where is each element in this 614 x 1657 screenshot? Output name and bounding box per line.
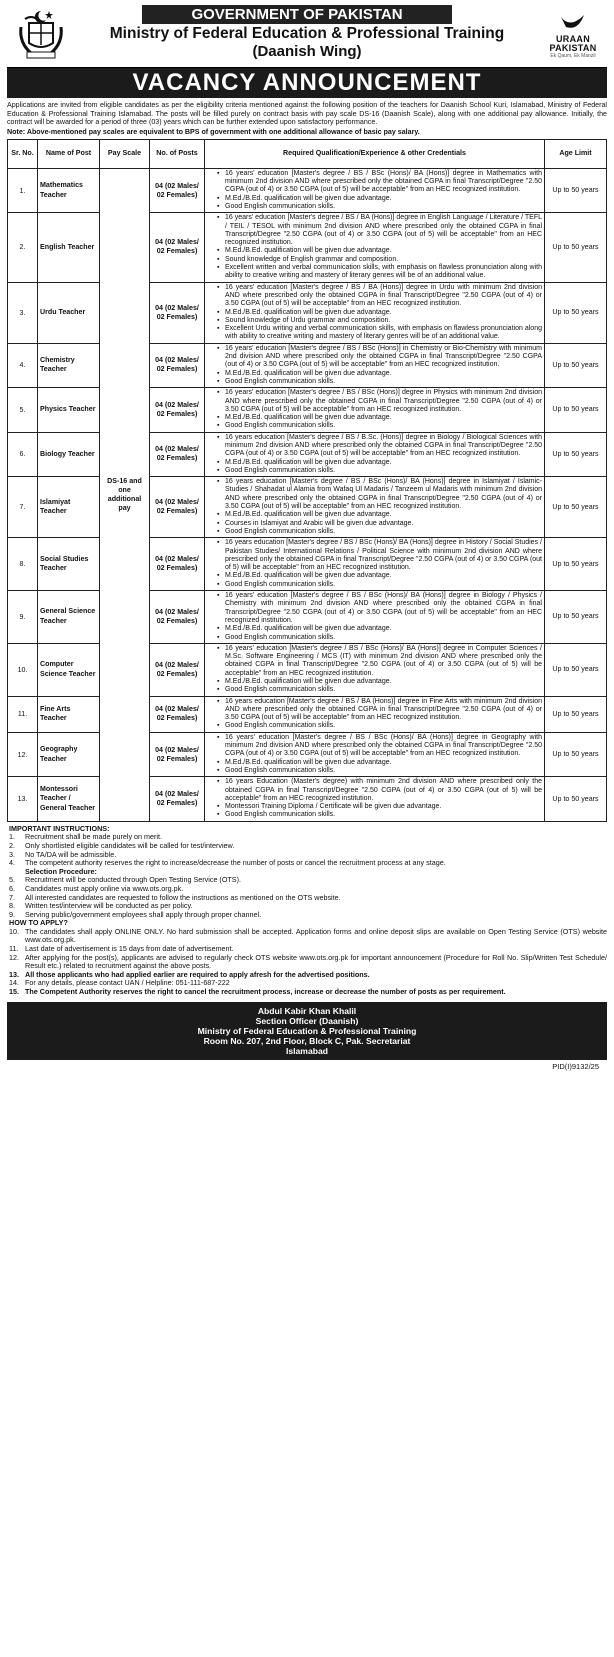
row-posts-count: 04 (02 Males/ 02 Females) — [150, 732, 205, 776]
header-age: Age Limit — [545, 139, 607, 168]
qualification-item: ▪ M.Ed./B.Ed. qualification will be given due advantage. — [217, 625, 542, 633]
table-row — [8, 477, 607, 538]
instruction-text: The competent authority reserves the right to increase/decrease the number of posts or cancel the recruitment process at any stage. — [25, 858, 446, 868]
row-sr-no: 7. — [8, 477, 38, 538]
instruction-number: 1. — [9, 832, 15, 842]
vacancy-table — [7, 139, 607, 822]
instruction-number: 14. — [9, 978, 19, 988]
uraan-pakistan-logo — [545, 13, 601, 63]
instruction-text: Written test/interview will be conducted as per policy. — [25, 901, 193, 911]
row-posts-count: 04 (02 Males/ 02 Females) — [150, 168, 205, 212]
instruction-text: All interested candidates are requested to follow the instructions as mentioned on the OTS website. — [25, 892, 341, 902]
qualification-item: ▪ 16 years' education [Master's degree / BS / BSc (Hons)/ BA (Hons)] degree in Biology / Physics / Chemistry with minimum 2nd division AND where prescribed only the obtained CGPA in final Transcript/Degree "2.50 CGPA (out of 4) or 3.50 CGPA (out of 5) will be acceptable" from an HEC recognized institution. — [217, 592, 542, 625]
qualification-item: ▪ 16 years' education [Master's degree / BS / BSc (Hons)/ BA (Hons)] degree in Geography with minimum 2nd division AND where prescribed only the obtained CGPA in final Transcript/Degree "2.50 CGPA (out of 4) or 3.50 CGPA (out of 5) will be acceptable" from an HEC recognized institution. — [217, 734, 542, 759]
row-age-limit: Up to 50 years — [545, 343, 607, 387]
row-qualification — [205, 696, 545, 732]
table-row — [8, 591, 607, 644]
row-sr-no: 11. — [8, 696, 38, 732]
instruction-text: Only shortlisted eligible candidates will be called for test/interview. — [25, 840, 235, 850]
qualification-item: ▪ Sound knowledge of Urdu grammar and composition. — [217, 317, 542, 325]
table-row — [8, 643, 607, 696]
signatory-city: Islamabad — [285, 1046, 329, 1057]
qualification-item: ▪ Good English communication skills. — [217, 767, 542, 775]
row-age-limit: Up to 50 years — [545, 696, 607, 732]
row-post-name: Urdu Teacher — [38, 282, 100, 343]
qualification-item: ▪ 16 years' education [Master's degree / BS / BSc (Hons)] degree in Physics with minimum 2nd division AND where prescribed only the obtained CGPA in final Transcript/Degree "2.50 CGPA (out of 4) or 3.50 CGPA (out of 5) will be acceptable" from an HEC recognized institution. — [217, 389, 542, 414]
row-qualification — [205, 213, 545, 282]
row-sr-no: 3. — [8, 282, 38, 343]
qualification-item: ▪ M.Ed./B.Ed. qualification will be given due advantage. — [217, 195, 542, 203]
row-age-limit: Up to 50 years — [545, 477, 607, 538]
row-qualification — [205, 591, 545, 644]
instruction-number: 15. — [9, 987, 19, 997]
table-row — [8, 732, 607, 776]
row-post-name: Physics Teacher — [38, 388, 100, 432]
vacancy-table-body — [8, 168, 607, 821]
instruction-number: 13. — [9, 969, 19, 979]
instruction-text: No TA/DA will be admissible. — [25, 849, 117, 859]
table-row — [8, 432, 607, 476]
qualification-item: ▪ Montessori Training Diploma / Certificate will be given due advantage. — [217, 803, 542, 811]
row-qualification — [205, 777, 545, 821]
qualification-item: ▪ M.Ed./B.Ed. qualification will be given due advantage. — [217, 511, 542, 519]
row-sr-no: 8. — [8, 538, 38, 591]
qualification-item: ▪ 16 years' education [Master's degree / BS / BSc (Hons)] in Chemistry or Bio-Chemistry with minimum 2nd division AND where prescribed only the obtained CGPA in final Transcript/Degree "2.50 CGPA (out of 4) or 3.50 CGPA (out of 5) will be acceptable" from an HEC recognized institution. — [217, 345, 542, 370]
qualification-item: ▪ 16 years Education (Master's degree) with minimum 2nd division AND where prescribed only the obtained CGPA in final Transcript/Degree "2.50 CGPA (out of 4) or 3.50 CGPA (out of 5) will be acceptable" from an HEC recognized institution. — [217, 778, 542, 803]
instruction-item — [7, 988, 607, 997]
qualification-item: ▪ M.Ed./B.Ed. qualification will be given due advantage. — [217, 759, 542, 767]
uraan-logo-tagline: Ek Qaum, Ek Manzil — [550, 53, 596, 59]
row-posts-count: 04 (02 Males/ 02 Females) — [150, 477, 205, 538]
how-to-apply-heading: HOW TO APPLY? — [9, 918, 68, 928]
row-post-name: General Science Teacher — [38, 591, 100, 644]
row-age-limit: Up to 50 years — [545, 432, 607, 476]
qualification-item: ▪ 16 years education [Master's degree / BS / B.Sc. (Hons)] degree in Biology / Biological Sciences with minimum 2nd division AND where prescribed only the obtained CGPA in final Transcript/Degree "2.50 CGPA (out of 4) or 3.50 CGPA (out of 5) will be acceptable" from an HEC recognized institution. — [217, 434, 542, 459]
qualification-item: ▪ M.Ed./B.Ed. qualification will be given due advantage. — [217, 459, 542, 467]
instruction-number: 7. — [9, 892, 15, 902]
instruction-item — [7, 911, 607, 920]
instruction-number: 11. — [9, 944, 19, 954]
instruction-text: The candidates shall apply ONLINE ONLY. No hard submission shall be accepted. Application forms and online deposit slips are available on Open Testing Service (OTS) website www.ots.org.pk. — [25, 926, 607, 945]
instruction-text: Recruitment shall be made purely on merit. — [25, 832, 163, 842]
instruction-number: 3. — [9, 849, 15, 859]
qualification-item: ▪ Excellent written and verbal communication skills, with emphasis on flawless pronunciation along with ability to creative writing and mastery of literary genres will be of an additional value. — [217, 264, 542, 281]
row-age-limit: Up to 50 years — [545, 213, 607, 282]
qualification-item: ▪ 16 years education [Master's degree / BS / BSc (Hons)/ BA (Hons)] degree in Islamiyat / Islamic- Studies / Shahadat ul Alamia from Wafaq Ul Madaris / Tanzeem ul Madaris with minimum 2nd division AND where prescribed only the obtained CGPA in final Transcript/Degree "2.50 CGPA (out of 4) or 3.50 CGPA (out of 5) will be acceptable" from an HEC recognized institution. — [217, 478, 542, 511]
instruction-text: Serving public/government employees shall apply through proper channel. — [25, 909, 262, 919]
header-qualification: Required Qualification/Experience & other Credentials — [205, 139, 545, 168]
row-age-limit: Up to 50 years — [545, 591, 607, 644]
qualification-item: ▪ 16 years' education [Master's degree / BS / BSc (Hons)/ BA (Hons)] degree in Computer Sciences / M.Sc. Software Engineering / MCS (IT) with minimum 2nd division AND where prescribed only the obtained CGPA in final Transcript/Degree "2.50 CGPA (out of 4) or 3.50 CGPA (out of 5) will be acceptable" from an HEC recognized institution. — [217, 645, 542, 678]
instruction-number: 2. — [9, 840, 15, 850]
instruction-item — [7, 954, 607, 971]
row-post-name: Fine Arts Teacher — [38, 696, 100, 732]
signature-block — [7, 1002, 607, 1060]
qualification-item: ▪ 16 years' education [Master's degree / BS / BSc (Hons)/ BA (Hons)] degree in Mathematics with minimum 2nd division AND where prescribed only the obtained CGPA in final Transcript/Degree "2.50 CGPA (out of 4) or 3.50 CGPA (out of 5) will be acceptable" from an HEC recognized institution. — [217, 170, 542, 195]
row-post-name: Computer Science Teacher — [38, 643, 100, 696]
signatory-designation: Section Officer (Daanish) — [255, 1015, 359, 1026]
pay-scale-note: Note: Above-mentioned pay scales are equivalent to BPS of government with one additional allowance of basic pay salary. — [7, 127, 420, 136]
row-posts-count: 04 (02 Males/ 02 Females) — [150, 591, 205, 644]
qualification-item: ▪ Courses in Islamiyat and Arabic will be given due advantage. — [217, 520, 542, 528]
intro-paragraph: Applications are invited from eligible candidates as per the eligibility criteria mentioned against the following position of the teachers for Daanish School Kuri, Islamabad, Ministry of Federal Education & Professional Training Islamabad. The posts will be filled purely on contract basis with pay scale DS-16 (Daanish Scale), along with one additional pay allowance. Initially, the contract will be awarded for a period of three (03) years which can be further extended upon satisfactory performance. — [7, 101, 607, 127]
vacancy-advertisement — [7, 0, 607, 1071]
row-posts-count: 04 (02 Males/ 02 Females) — [150, 432, 205, 476]
qualification-item: ▪ Good English communication skills. — [217, 528, 542, 536]
pid-number: PID(I)9132/25 — [552, 1061, 599, 1071]
signatory-address: Room No. 207, 2nd Floor, Block C, Pak. Secretariat — [203, 1036, 411, 1047]
instruction-item — [7, 859, 607, 868]
uraan-logo-text: URAAN PAKISTAN — [549, 34, 597, 53]
ministry-title: Ministry of Federal Education & Professional Training — [109, 25, 505, 42]
table-header-row — [8, 139, 607, 168]
qualification-item: ▪ M.Ed./B.Ed. qualification will be given due advantage. — [217, 678, 542, 686]
qualification-item: ▪ Good English communication skills. — [217, 467, 542, 475]
row-qualification — [205, 388, 545, 432]
table-row — [8, 168, 607, 212]
government-emblem-icon — [17, 7, 65, 61]
instruction-text: Candidates must apply online via www.ots.org.pk. — [25, 883, 184, 893]
row-sr-no: 6. — [8, 432, 38, 476]
header-post: Name of Post — [38, 139, 100, 168]
qualification-item: ▪ M.Ed./B.Ed. qualification will be given due advantage. — [217, 247, 542, 255]
qualification-item: ▪ 16 years' education [Master's degree / BS / BA (Hons)] degree in Urdu with minimum 2nd division AND where prescribed only the obtained CGPA in final Transcript/Degree "2.50 CGPA (out of 4) or 3.50 CGPA (out of 5) will be acceptable" from an HEC recognized institution. — [217, 284, 542, 309]
row-posts-count: 04 (02 Males/ 02 Females) — [150, 643, 205, 696]
table-row — [8, 343, 607, 387]
instruction-number: 6. — [9, 883, 15, 893]
table-row — [8, 777, 607, 821]
row-age-limit: Up to 50 years — [545, 388, 607, 432]
header-pay: Pay Scale — [100, 139, 150, 168]
table-row — [8, 282, 607, 343]
qualification-item: ▪ 16 years' education [Master's degree / BS / BA (Hons)] degree in English Language / Literature / TEFL / TEIL / TESOL with minimum 2nd division AND where prescribed only the obtained CGPA in final Transcript/Degree "2.50 CGPA (out of 4) or 3.50 CGPA (out of 5) will be acceptable" from an HEC recognized institution. — [217, 214, 542, 247]
qualification-item: ▪ Good English communication skills. — [217, 581, 542, 589]
row-posts-count: 04 (02 Males/ 02 Females) — [150, 538, 205, 591]
row-post-name: Biology Teacher — [38, 432, 100, 476]
qualification-item: ▪ Sound knowledge of English grammar and composition. — [217, 256, 542, 264]
row-post-name: Mathematics Teacher — [38, 168, 100, 212]
row-age-limit: Up to 50 years — [545, 538, 607, 591]
instruction-number: 4. — [9, 858, 15, 868]
table-row — [8, 213, 607, 282]
qualification-item: ▪ 16 years education [Master's degree / BS / BSc (Hons)/ BA (Hons)] degree in History / Social Studies / Pakistan Studies/ International Relations / Political Science with minimum 2nd division AND where prescribed only the obtained CGPA in final Transcript/Degree "2.50 CGPA (out of 4) or 3.50 CGPA (out of 5) will be acceptable" from an HEC recognized institution. — [217, 539, 542, 572]
row-posts-count: 04 (02 Males/ 02 Females) — [150, 282, 205, 343]
row-post-name: Chemistry Teacher — [38, 343, 100, 387]
row-post-name: Islamiyat Teacher — [38, 477, 100, 538]
instruction-number: 5. — [9, 875, 15, 885]
row-sr-no: 5. — [8, 388, 38, 432]
selection-procedure-heading: Selection Procedure: — [25, 866, 97, 876]
qualification-item: ▪ Good English communication skills. — [217, 634, 542, 642]
wing-title: (Daanish Wing) — [252, 43, 362, 60]
signatory-ministry: Ministry of Federal Education & Professional Training — [197, 1026, 417, 1037]
row-posts-count: 04 (02 Males/ 02 Females) — [150, 213, 205, 282]
instructions — [7, 825, 607, 997]
row-qualification — [205, 282, 545, 343]
row-sr-no: 2. — [8, 213, 38, 282]
qualification-item: ▪ Excellent Urdu writing and verbal communication skills, with emphasis on flawless pronunciation along with ability to creative writing and mastery of literary genres will be of an additional value. — [217, 325, 542, 342]
qualification-item: ▪ Good English communication skills. — [217, 811, 542, 819]
qualification-item: ▪ Good English communication skills. — [217, 378, 542, 386]
row-sr-no: 4. — [8, 343, 38, 387]
row-qualification — [205, 643, 545, 696]
row-post-name: Social Studies Teacher — [38, 538, 100, 591]
row-posts-count: 04 (02 Males/ 02 Females) — [150, 696, 205, 732]
header-posts: No. of Posts — [150, 139, 205, 168]
row-qualification — [205, 477, 545, 538]
instruction-number: 8. — [9, 901, 15, 911]
row-age-limit: Up to 50 years — [545, 168, 607, 212]
table-row — [8, 388, 607, 432]
instruction-number: 12. — [9, 952, 19, 962]
instruction-text: Last date of advertisement is 15 days from date of advertisement. — [25, 944, 234, 954]
instruction-number: 10. — [9, 926, 19, 936]
row-post-name: Montessori Teacher / General Teacher — [38, 777, 100, 821]
row-posts-count: 04 (02 Males/ 02 Females) — [150, 343, 205, 387]
row-sr-no: 9. — [8, 591, 38, 644]
instruction-text: After applying for the post(s), applicants are advised to regularly check OTS website www.ots.org.pk for important announcement (Procedure for Roll No. Slip/Written Test Schedule/ Result etc.) related to recruitment against the above posts. — [25, 952, 607, 971]
uraan-bird-icon — [558, 13, 588, 35]
instruction-text: All those applicants who had applied earlier are required to apply afresh for the advertised positions. — [25, 969, 370, 979]
table-row — [8, 538, 607, 591]
qualification-item: ▪ M.Ed./B.Ed. qualification will be given due advantage. — [217, 414, 542, 422]
government-title: GOVERNMENT OF PAKISTAN — [142, 5, 452, 24]
qualification-item: ▪ M.Ed./B.Ed. qualification will be given due advantage. — [217, 370, 542, 378]
qualification-item: ▪ 16 years education [Master's degree / BS / BA (Hons)] degree in Fine Arts with minimum 2nd division AND where prescribed only the obtained CGPA in final Transcript/Degree "2.50 CGPA (out of 4) or 3.50 CGPA (out of 5) will be acceptable" from an HEC recognized institution. — [217, 698, 542, 723]
qualification-item: ▪ Good English communication skills. — [217, 722, 542, 730]
row-age-limit: Up to 50 years — [545, 732, 607, 776]
instruction-text: The Competent Authority reserves the right to cancel the recruitment process, increase or decrease the number of posts as per requirement. — [25, 987, 506, 997]
page-title: VACANCY ANNOUNCEMENT — [7, 68, 607, 98]
row-posts-count: 04 (02 Males/ 02 Females) — [150, 388, 205, 432]
row-qualification — [205, 538, 545, 591]
instruction-text: Recruitment will be conducted through Open Testing Service (OTS). — [25, 875, 241, 885]
qualification-item: ▪ Good English communication skills. — [217, 422, 542, 430]
row-age-limit: Up to 50 years — [545, 643, 607, 696]
row-post-name: Geography Teacher — [38, 732, 100, 776]
row-posts-count: 04 (02 Males/ 02 Females) — [150, 777, 205, 821]
instruction-item — [7, 928, 607, 945]
row-qualification — [205, 343, 545, 387]
instruction-text: For any details, please contact UAN / Helpline: 051-111-687-222 — [25, 978, 230, 988]
header-sr: Sr. No. — [8, 139, 38, 168]
qualification-item: ▪ M.Ed./B.Ed. qualification will be given due advantage. — [217, 572, 542, 580]
row-sr-no: 1. — [8, 168, 38, 212]
row-qualification — [205, 168, 545, 212]
table-row — [8, 696, 607, 732]
header — [7, 5, 607, 68]
row-age-limit: Up to 50 years — [545, 282, 607, 343]
row-age-limit: Up to 50 years — [545, 777, 607, 821]
pay-scale-cell: DS-16 and one additional pay — [100, 168, 150, 821]
row-sr-no: 12. — [8, 732, 38, 776]
row-sr-no: 10. — [8, 643, 38, 696]
row-sr-no: 13. — [8, 777, 38, 821]
row-post-name: English Teacher — [38, 213, 100, 282]
instruction-number: 9. — [9, 909, 15, 919]
row-qualification — [205, 432, 545, 476]
instructions-heading: IMPORTANT INSTRUCTIONS: — [9, 823, 110, 833]
qualification-item: ▪ Good English communication skills. — [217, 686, 542, 694]
row-qualification — [205, 732, 545, 776]
qualification-item: ▪ Good English communication skills. — [217, 203, 542, 211]
qualification-item: ▪ M.Ed./B.Ed. qualification will be given due advantage. — [217, 309, 542, 317]
signatory-name: Abdul Kabir Khan Khalil — [257, 1005, 357, 1016]
